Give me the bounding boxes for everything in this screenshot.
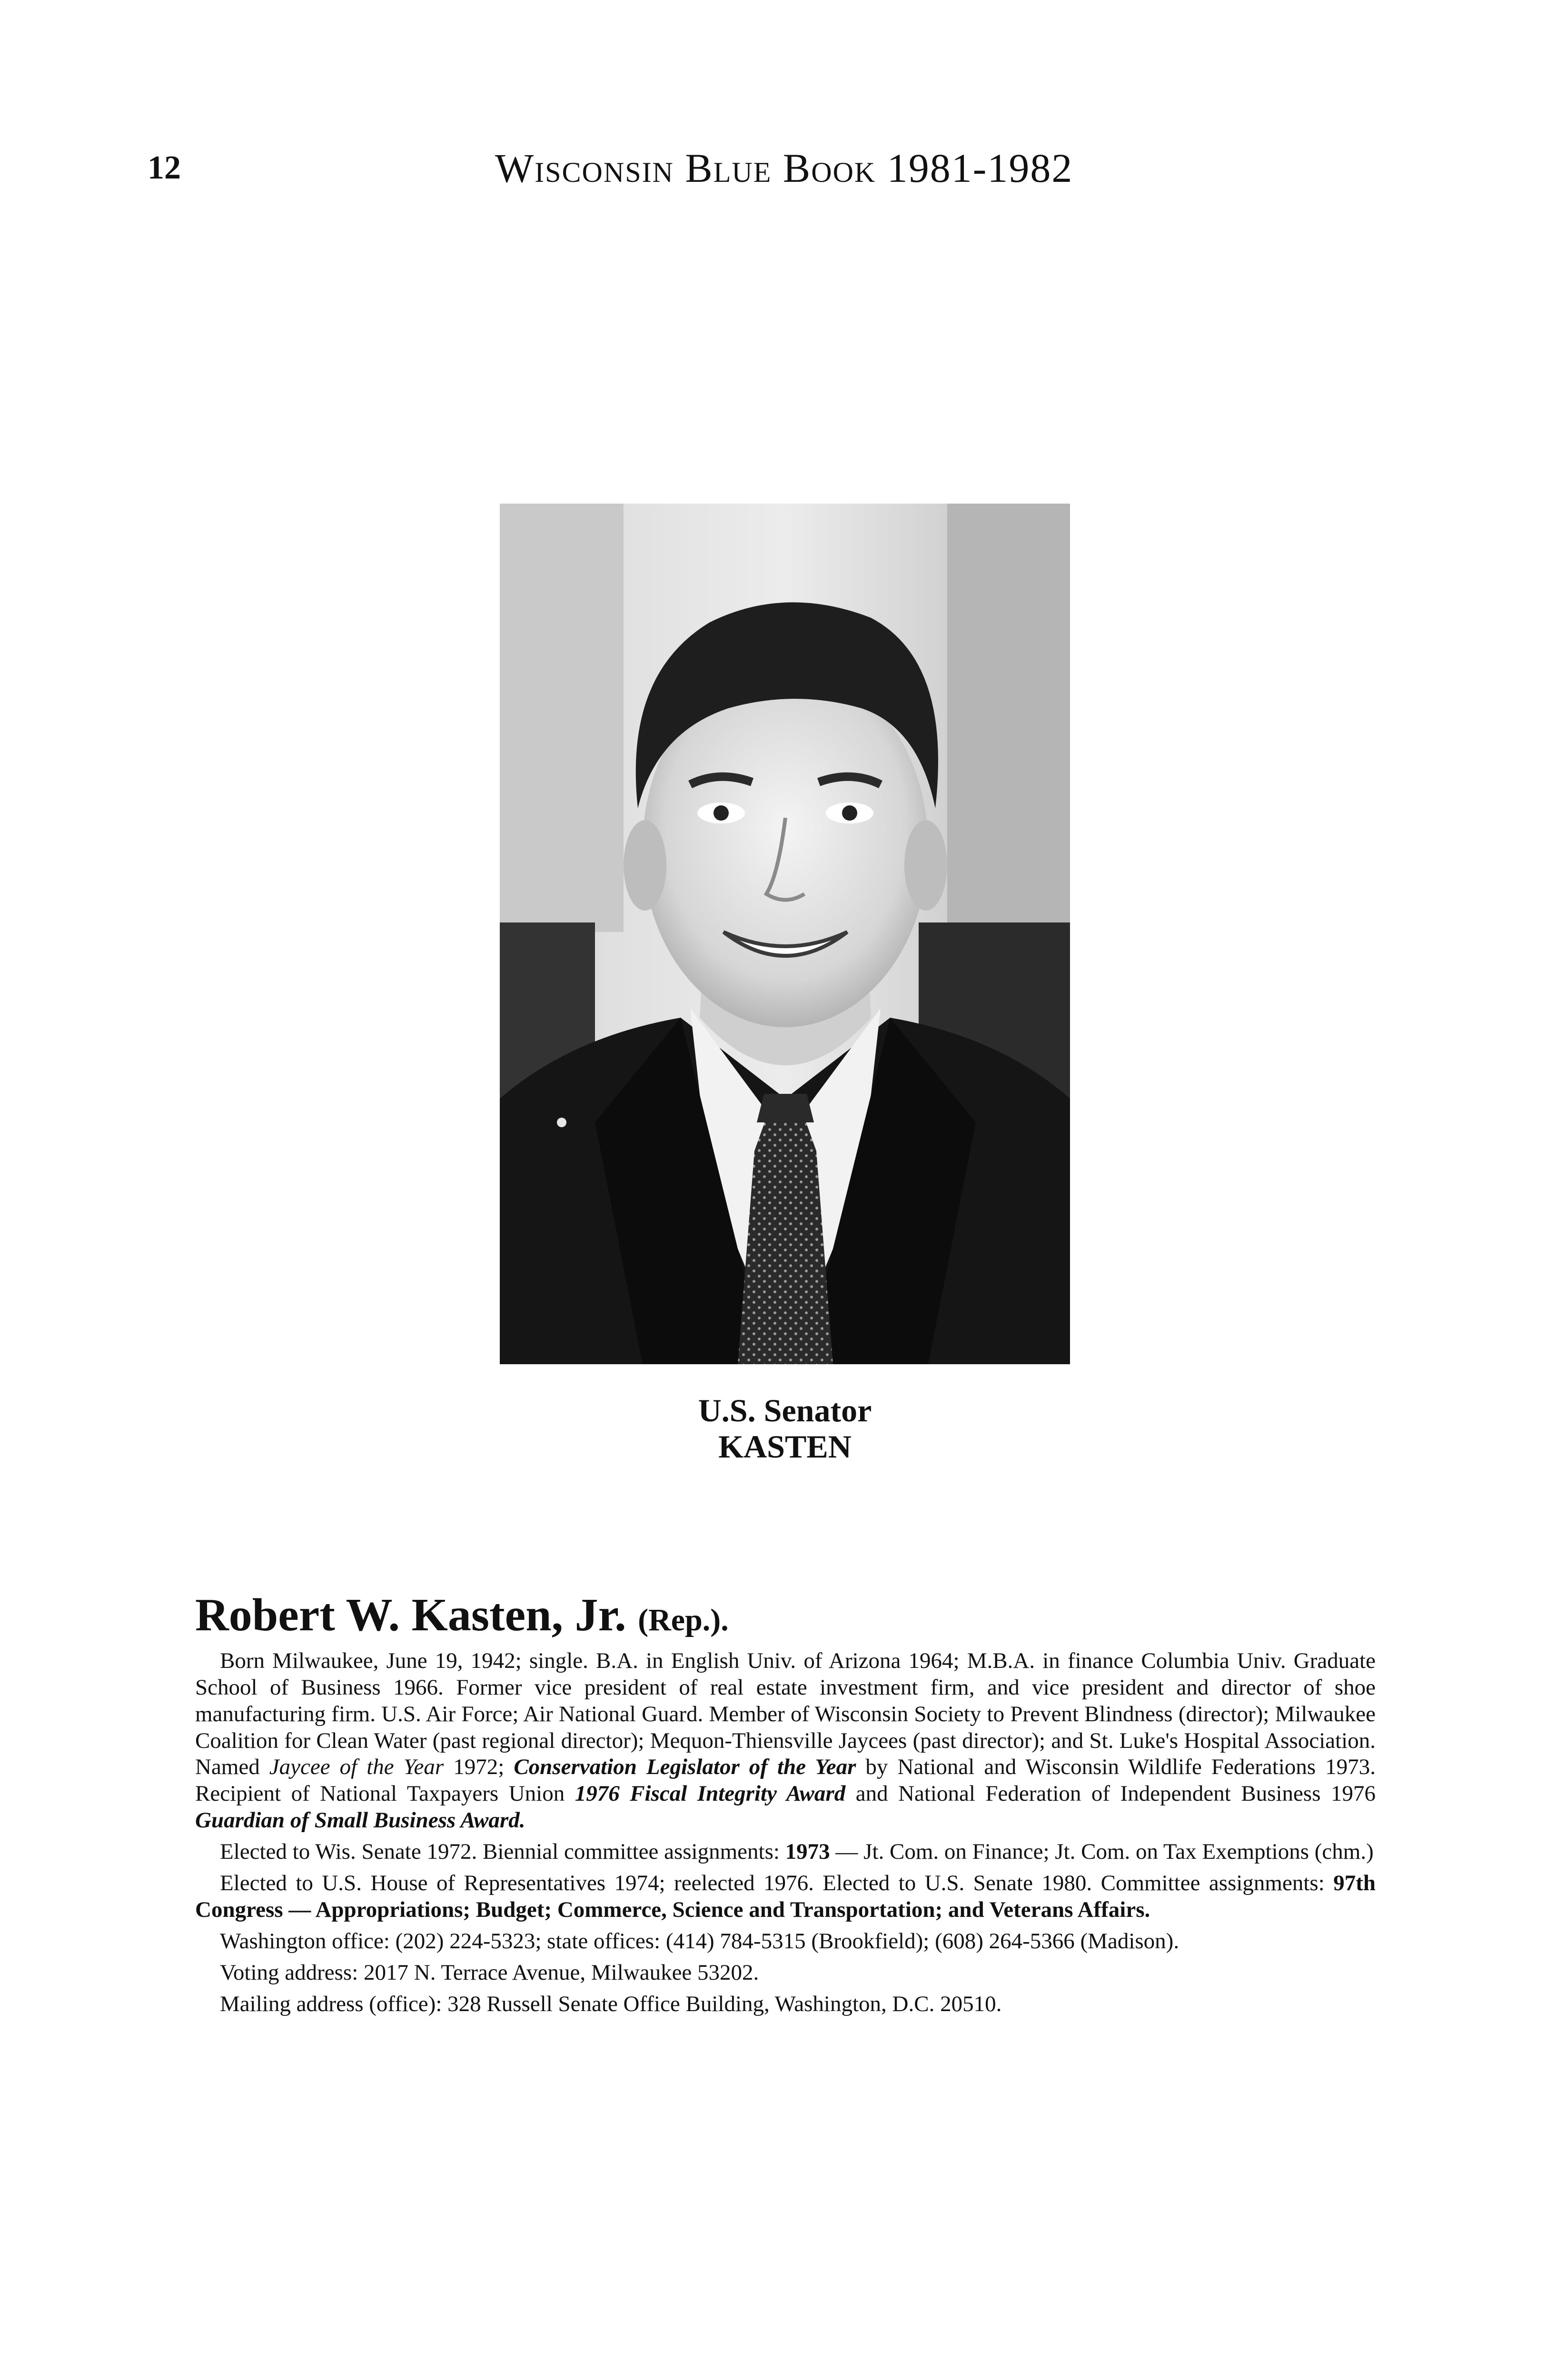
caption-surname: KASTEN — [718, 1428, 852, 1465]
bio-p2-a: Elected to Wis. Senate 1972. Biennial committee assignments: — [220, 1839, 785, 1864]
caption-title: U.S. Senator — [698, 1392, 872, 1428]
bio-p1-fiscal: 1976 Fiscal Integrity Award — [575, 1781, 846, 1806]
bio-p2-b: — Jt. Com. on Finance; Jt. Com. on Tax Exemptions (chm.) — [830, 1839, 1374, 1864]
bio-p1-b: 1972; — [444, 1755, 514, 1780]
bio-paragraph-state-senate — [195, 1839, 1376, 1865]
bio-p3-a: Elected to U.S. House of Representatives 1974; reelected 1976. Elected to U.S. Senate 1980. Committee assignments: — [220, 1871, 1334, 1896]
bio-p1-jaycee: Jaycee of the Year — [269, 1755, 444, 1780]
running-head: Wisconsin Blue Book 1981-1982 — [495, 145, 1073, 191]
bio-paragraph-offices: Washington office: (202) 224-5323; state offices: (414) 784-5315 (Brookfield); (608) 264-5366 (Madison). — [220, 1929, 1179, 1954]
bio-p3-congress: 97th Congress — [195, 1871, 1376, 1923]
bio-p1-d: and National Federation of Independent Business 1976 — [845, 1781, 1376, 1806]
bio-party: (Rep.). — [638, 1603, 729, 1637]
bio-p1-guardian: Guardian of Small Business Award. — [195, 1808, 525, 1833]
bio-p2-year: 1973 — [785, 1839, 830, 1864]
photo-caption — [500, 1392, 1070, 1465]
bio-paragraph-personal — [195, 1648, 1376, 1834]
bio-paragraph-mailing-address: Mailing address (office): 328 Russell Senate Office Building, Washington, D.C. 20510. — [220, 1991, 1002, 2016]
biography — [195, 1590, 1376, 2023]
bio-paragraph-congress — [195, 1870, 1376, 1924]
bio-p1-a: Born Milwaukee, June 19, 1942; single. B.A. in English Univ. of Arizona 1964; M.B.A. in finance Columbia Univ. Graduate School of Business 1966. Former vice president of real estate investment firm, and vice president and director of shoe manufacturing firm. U.S. Air Force; Air National Guard. Member of Wisconsin Society to Prevent Blindness (director); Milwaukee Coalition for Clean Water (past regional director); Mequon-Thiensville Jaycees (past director); and St. Luke's Hospital Association. Named — [195, 1648, 1376, 1780]
bio-p1-conservation: Conservation Legislator of the Year — [514, 1755, 856, 1780]
bio-paragraph-voting-address: Voting address: 2017 N. Terrace Avenue, Milwaukee 53202. — [220, 1960, 759, 1985]
portrait-photo — [500, 504, 1070, 1364]
portrait-illustration — [500, 504, 1070, 1364]
bio-p3-b: — Appropriations; Budget; Commerce, Science and Transportation; and Veterans Affairs. — [283, 1897, 1150, 1923]
bio-heading — [195, 1590, 1376, 1641]
page-number: 12 — [148, 149, 181, 186]
bio-p1-c: by National and Wisconsin Wildlife Federations 1973. Recipient of National Taxpayers Union — [195, 1755, 1376, 1806]
bio-name: Robert W. Kasten, Jr. — [195, 1589, 626, 1641]
